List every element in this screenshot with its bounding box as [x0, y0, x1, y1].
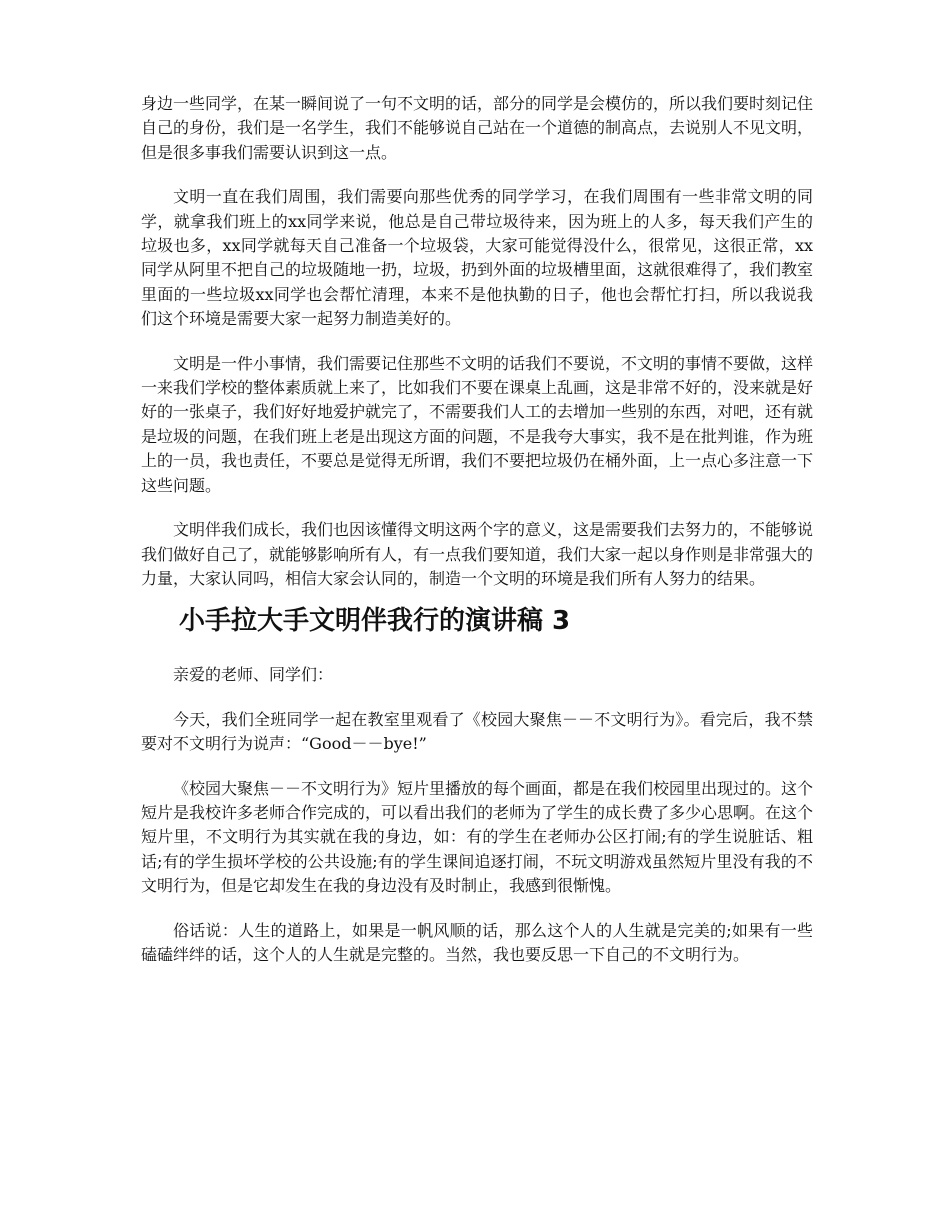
paragraph: 俗话说：人生的道路上，如果是一帆风顺的话，那么这个人的人生就是完美的;如果有一些磕磕绊绊的话，这个人的人生就是完整的。当然，我也要反思一下自己的不文明行为。 [141, 920, 813, 964]
salutation: 亲爱的老师、同学们： [173, 665, 334, 685]
paragraph: 《校园大聚焦－－不文明行为》短片里播放的每个画面，都是在我们校园里出现过的。这个短片是我校许多老师合作完成的，可以看出我们的老师为了学生的成长费了多少心思啊。在这个短片里，不文明行为其实就在我的身边，如：有的学生在老师办公区打闹;有的学生说脏话、粗话;有的学生损坏学校的公共设施;有的学生课间追逐打闹，不玩文明游戏虽然短片里没有我的不文明行为，但是它却发生在我的身边没有及时制止，我感到很惭愧。 [141, 778, 814, 896]
paragraph: 文明伴我们成长，我们也因该懂得文明这两个字的意义，这是需要我们去努力的，不能够说我们做好自己了，就能够影响所有人，有一点我们要知道，我们大家一起以身作则是非常强大的力量，大家认同吗，相信大家会认同的，制造一个文明的环境是我们所有人努力的结果。 [141, 520, 814, 588]
section-heading: 小手拉大手文明伴我行的演讲稿 3 [179, 606, 571, 637]
paragraph: 今天，我们全班同学一起在教室里观看了《校园大聚焦－－不文明行为》。看完后，我不禁要对不文明行为说声：“Good－－bye!” [141, 709, 813, 754]
paragraph-continued: 身边一些同学，在某一瞬间说了一句不文明的话，部分的同学是会模仿的，所以我们要时刻记住自己的身份，我们是一名学生，我们不能够说自己站在一个道德的制高点，去说别人不见文明，但是很多事我们需要认识到这一点。 [141, 94, 814, 162]
paragraph: 文明一直在我们周围，我们需要向那些优秀的同学学习，在我们周围有一些非常文明的同学，就拿我们班上的xx同学来说，他总是自己带垃圾待来，因为班上的人多，每天我们产生的垃圾也多，xx同学就每天自己准备一个垃圾袋，大家可能觉得没什么，很常见，这很正常，xx同学从阿里不把自己的垃圾随地一扔，垃圾，扔到外面的垃圾槽里面，这就很难得了，我们教室里面的一些垃圾xx同学也会帮忙清理，本来不是他执勤的日子，他也会帮忙打扫，所以我说我们这个环境是需要大家一起努力制造美好的。 [141, 187, 814, 329]
document-page [141, 92, 813, 967]
paragraph: 文明是一件小事情，我们需要记住那些不文明的话我们不要说，不文明的事情不要做，这样一来我们学校的整体素质就上来了，比如我们不要在课桌上乱画，这是非常不好的，没来就是好好的一张桌子，我们好好地爱护就完了，不需要我们人工的去增加一些别的东西，对吧，还有就是垃圾的问题，在我们班上老是出现这方面的问题，不是我夸大事实，我不是在批判谁，作为班上的一员，我也责任，不要总是觉得无所谓，我们不要把垃圾仍在桶外面，上一点心多注意一下这些问题。 [141, 353, 814, 495]
